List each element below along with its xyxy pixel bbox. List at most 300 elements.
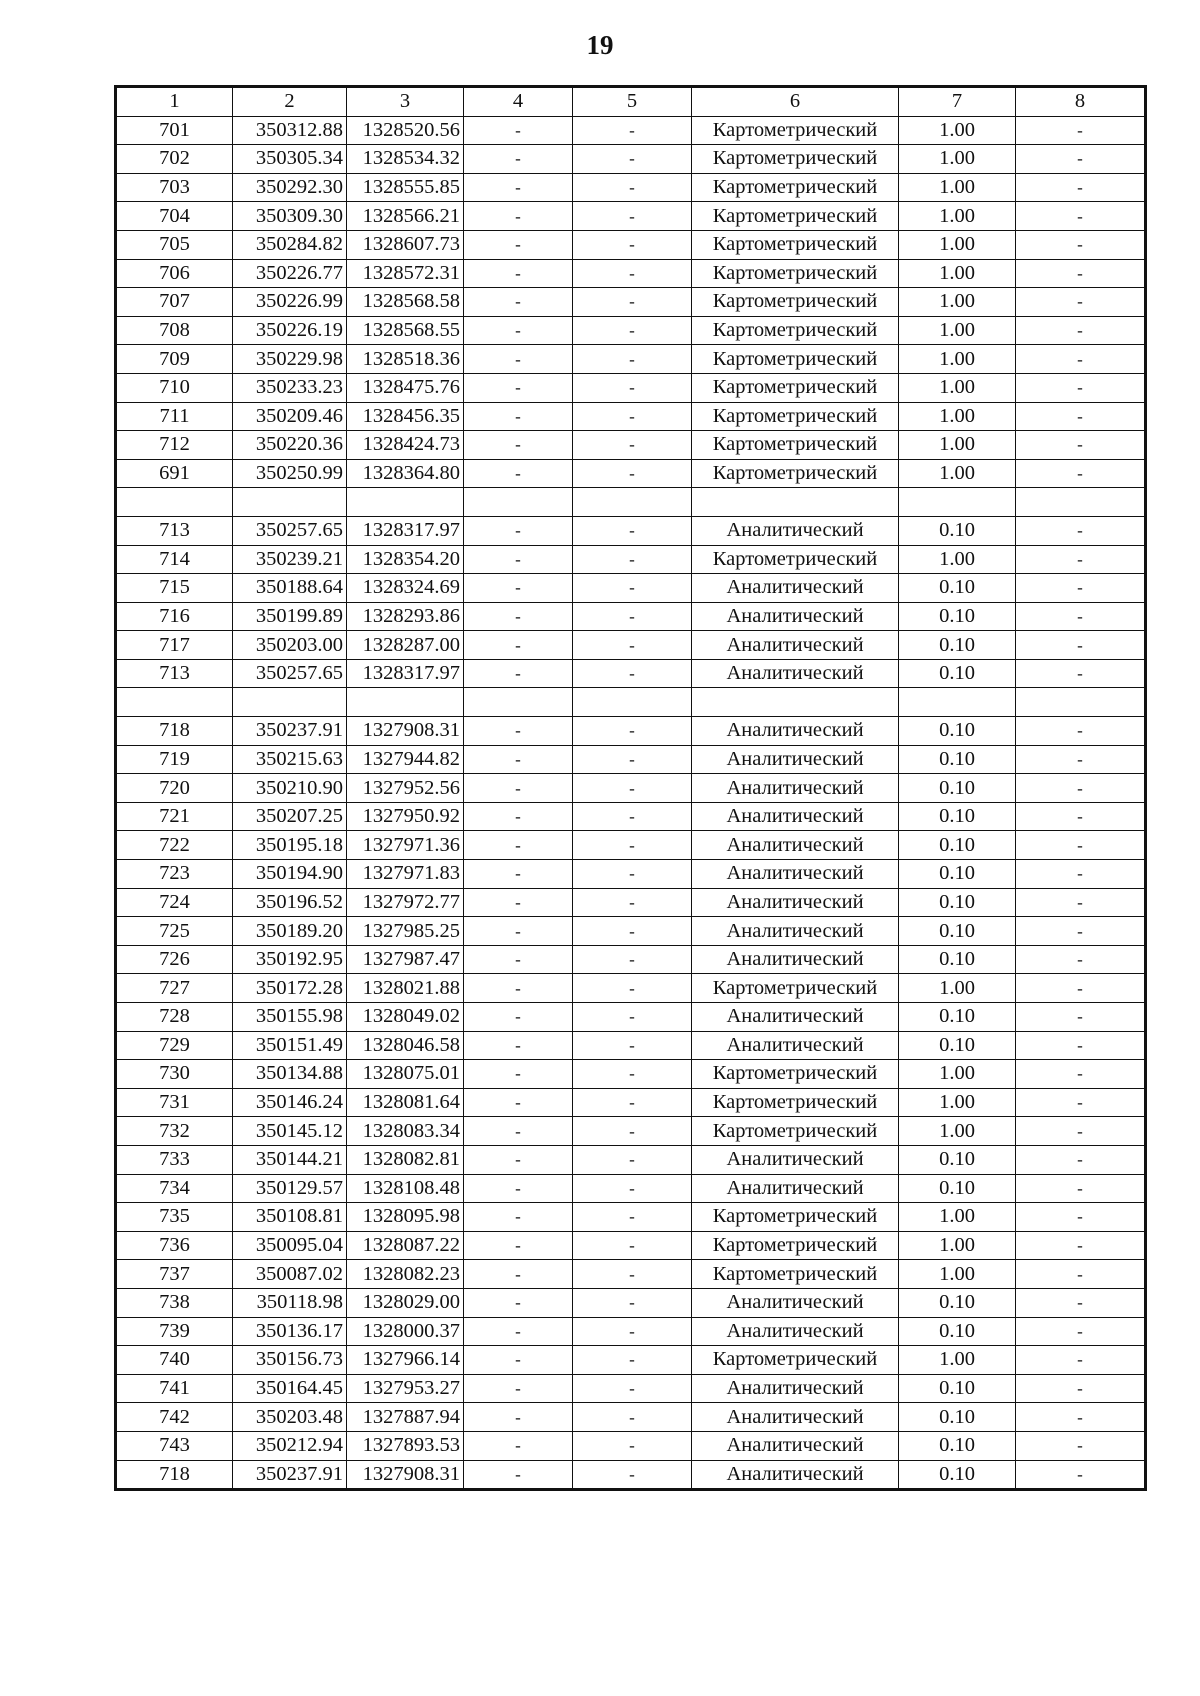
cell-col-8: -	[1016, 945, 1146, 974]
cell-y-coordinate: 1328456.35	[347, 402, 464, 431]
cell-y-coordinate: 1328354.20	[347, 545, 464, 574]
cell-accuracy: 1.00	[899, 545, 1016, 574]
cell-col-8: -	[1016, 516, 1146, 545]
cell-x-coordinate: 350145.12	[233, 1117, 347, 1146]
table-row	[116, 1346, 1146, 1375]
cell-col-8: -	[1016, 717, 1146, 746]
cell-accuracy: 0.10	[899, 888, 1016, 917]
cell-method: Картометрический	[692, 1088, 899, 1117]
cell-col-4: -	[464, 545, 573, 574]
cell-col-5: -	[573, 1403, 692, 1432]
cell-method: Картометрический	[692, 173, 899, 202]
cell-y-coordinate: 1328518.36	[347, 345, 464, 374]
cell-accuracy: 0.10	[899, 745, 1016, 774]
table-row	[116, 974, 1146, 1003]
cell-col-8: -	[1016, 431, 1146, 460]
cell-col-8: -	[1016, 173, 1146, 202]
cell-point-number: 713	[116, 516, 233, 545]
cell-y-coordinate: 1327966.14	[347, 1346, 464, 1375]
cell-method: Картометрический	[692, 202, 899, 231]
table-row	[116, 402, 1146, 431]
cell-col-5: -	[573, 888, 692, 917]
table-row	[116, 431, 1146, 460]
cell-accuracy: 1.00	[899, 116, 1016, 145]
cell-col-8: -	[1016, 1288, 1146, 1317]
table-row	[116, 116, 1146, 145]
cell-accuracy: 1.00	[899, 974, 1016, 1003]
cell-method: Аналитический	[692, 1374, 899, 1403]
cell-col-8: -	[1016, 1060, 1146, 1089]
cell-col-8	[1016, 488, 1146, 517]
cell-x-coordinate: 350284.82	[233, 230, 347, 259]
table-row	[116, 145, 1146, 174]
cell-method: Аналитический	[692, 602, 899, 631]
cell-accuracy: 0.10	[899, 1174, 1016, 1203]
cell-method: Аналитический	[692, 1145, 899, 1174]
cell-x-coordinate: 350129.57	[233, 1174, 347, 1203]
cell-y-coordinate: 1327908.31	[347, 717, 464, 746]
cell-y-coordinate: 1328000.37	[347, 1317, 464, 1346]
cell-method: Картометрический	[692, 1260, 899, 1289]
table-row	[116, 1460, 1146, 1490]
cell-point-number: 724	[116, 888, 233, 917]
cell-point-number	[116, 488, 233, 517]
table-row	[116, 516, 1146, 545]
cell-col-5: -	[573, 402, 692, 431]
cell-point-number: 729	[116, 1031, 233, 1060]
cell-y-coordinate: 1328317.97	[347, 516, 464, 545]
cell-x-coordinate: 350207.25	[233, 802, 347, 831]
cell-x-coordinate: 350212.94	[233, 1431, 347, 1460]
cell-x-coordinate: 350229.98	[233, 345, 347, 374]
cell-method: Картометрический	[692, 288, 899, 317]
cell-col-4: -	[464, 574, 573, 603]
table-row	[116, 631, 1146, 660]
cell-accuracy: 1.00	[899, 316, 1016, 345]
cell-point-number: 717	[116, 631, 233, 660]
cell-point-number: 702	[116, 145, 233, 174]
cell-accuracy: 1.00	[899, 173, 1016, 202]
cell-method: Аналитический	[692, 659, 899, 688]
cell-col-4	[464, 488, 573, 517]
table-row	[116, 373, 1146, 402]
cell-col-5: -	[573, 545, 692, 574]
cell-method: Аналитический	[692, 1174, 899, 1203]
cell-point-number: 723	[116, 860, 233, 889]
cell-accuracy: 0.10	[899, 860, 1016, 889]
cell-col-8: -	[1016, 659, 1146, 688]
cell-col-8: -	[1016, 1174, 1146, 1203]
table-row	[116, 945, 1146, 974]
cell-col-8: -	[1016, 1317, 1146, 1346]
cell-col-8: -	[1016, 1031, 1146, 1060]
cell-col-5: -	[573, 116, 692, 145]
cell-col-5: -	[573, 345, 692, 374]
cell-x-coordinate: 350087.02	[233, 1260, 347, 1289]
cell-accuracy: 0.10	[899, 1031, 1016, 1060]
cell-accuracy: 0.10	[899, 1288, 1016, 1317]
cell-x-coordinate: 350237.91	[233, 1460, 347, 1490]
table-row	[116, 659, 1146, 688]
cell-accuracy	[899, 488, 1016, 517]
cell-x-coordinate: 350215.63	[233, 745, 347, 774]
cell-accuracy: 1.00	[899, 345, 1016, 374]
cell-y-coordinate: 1328424.73	[347, 431, 464, 460]
column-header-7: 7	[899, 87, 1016, 117]
cell-y-coordinate: 1328572.31	[347, 259, 464, 288]
cell-col-8: -	[1016, 774, 1146, 803]
cell-y-coordinate: 1328046.58	[347, 1031, 464, 1060]
cell-col-4: -	[464, 1288, 573, 1317]
table-body	[116, 87, 1146, 1490]
cell-col-4: -	[464, 202, 573, 231]
table-row	[116, 1088, 1146, 1117]
cell-method: Аналитический	[692, 1403, 899, 1432]
cell-col-8: -	[1016, 917, 1146, 946]
cell-x-coordinate: 350195.18	[233, 831, 347, 860]
table-row	[116, 602, 1146, 631]
cell-x-coordinate: 350220.36	[233, 431, 347, 460]
cell-y-coordinate: 1327972.77	[347, 888, 464, 917]
cell-col-5: -	[573, 974, 692, 1003]
cell-y-coordinate: 1328475.76	[347, 373, 464, 402]
table-row	[116, 1145, 1146, 1174]
cell-x-coordinate: 350203.48	[233, 1403, 347, 1432]
cell-y-coordinate: 1327953.27	[347, 1374, 464, 1403]
cell-accuracy: 0.10	[899, 802, 1016, 831]
cell-accuracy: 0.10	[899, 659, 1016, 688]
cell-col-4: -	[464, 1203, 573, 1232]
cell-method: Картометрический	[692, 974, 899, 1003]
cell-point-number: 732	[116, 1117, 233, 1146]
cell-accuracy	[899, 688, 1016, 717]
cell-accuracy: 1.00	[899, 1060, 1016, 1089]
cell-col-8: -	[1016, 402, 1146, 431]
cell-method: Картометрический	[692, 459, 899, 488]
cell-col-8: -	[1016, 1260, 1146, 1289]
cell-accuracy: 0.10	[899, 574, 1016, 603]
cell-point-number: 731	[116, 1088, 233, 1117]
cell-col-5: -	[573, 316, 692, 345]
cell-y-coordinate: 1328021.88	[347, 974, 464, 1003]
cell-point-number: 728	[116, 1003, 233, 1032]
cell-method: Аналитический	[692, 1431, 899, 1460]
cell-method: Картометрический	[692, 116, 899, 145]
cell-method: Картометрический	[692, 145, 899, 174]
cell-col-5: -	[573, 860, 692, 889]
table-row	[116, 316, 1146, 345]
cell-x-coordinate: 350118.98	[233, 1288, 347, 1317]
cell-col-5: -	[573, 1031, 692, 1060]
cell-col-5: -	[573, 1145, 692, 1174]
cell-x-coordinate: 350257.65	[233, 516, 347, 545]
cell-col-4: -	[464, 459, 573, 488]
table-row	[116, 1003, 1146, 1032]
cell-accuracy: 0.10	[899, 1403, 1016, 1432]
cell-col-8: -	[1016, 316, 1146, 345]
table-row	[116, 1260, 1146, 1289]
cell-x-coordinate: 350151.49	[233, 1031, 347, 1060]
cell-col-8: -	[1016, 1346, 1146, 1375]
cell-col-4: -	[464, 1460, 573, 1490]
cell-col-5: -	[573, 516, 692, 545]
cell-col-8: -	[1016, 574, 1146, 603]
cell-method: Картометрический	[692, 259, 899, 288]
cell-accuracy: 0.10	[899, 1374, 1016, 1403]
table-row	[116, 488, 1146, 517]
cell-col-5: -	[573, 1374, 692, 1403]
cell-accuracy: 1.00	[899, 1260, 1016, 1289]
cell-col-5: -	[573, 717, 692, 746]
column-header-3: 3	[347, 87, 464, 117]
cell-col-8: -	[1016, 345, 1146, 374]
page-number: 19	[586, 30, 614, 60]
cell-col-5: -	[573, 602, 692, 631]
cell-point-number	[116, 688, 233, 717]
cell-method: Картометрический	[692, 1117, 899, 1146]
cell-accuracy: 1.00	[899, 145, 1016, 174]
cell-col-8: -	[1016, 459, 1146, 488]
cell-y-coordinate: 1328317.97	[347, 659, 464, 688]
table-row	[116, 1060, 1146, 1089]
cell-method: Картометрический	[692, 402, 899, 431]
cell-accuracy: 1.00	[899, 1203, 1016, 1232]
cell-y-coordinate	[347, 688, 464, 717]
cell-col-5: -	[573, 1317, 692, 1346]
cell-method: Аналитический	[692, 516, 899, 545]
cell-y-coordinate: 1327950.92	[347, 802, 464, 831]
table-row	[116, 860, 1146, 889]
cell-col-5: -	[573, 431, 692, 460]
cell-x-coordinate: 350312.88	[233, 116, 347, 145]
cell-col-4: -	[464, 1431, 573, 1460]
cell-col-5: -	[573, 173, 692, 202]
cell-col-4: -	[464, 1003, 573, 1032]
cell-method	[692, 688, 899, 717]
cell-col-4: -	[464, 116, 573, 145]
table-row	[116, 202, 1146, 231]
cell-col-4: -	[464, 316, 573, 345]
cell-method: Картометрический	[692, 431, 899, 460]
cell-x-coordinate: 350257.65	[233, 659, 347, 688]
cell-y-coordinate: 1328364.80	[347, 459, 464, 488]
cell-accuracy: 1.00	[899, 459, 1016, 488]
cell-col-4: -	[464, 659, 573, 688]
cell-col-5: -	[573, 259, 692, 288]
cell-method: Аналитический	[692, 774, 899, 803]
cell-x-coordinate: 350226.99	[233, 288, 347, 317]
cell-point-number: 714	[116, 545, 233, 574]
table-row	[116, 1288, 1146, 1317]
cell-point-number: 708	[116, 316, 233, 345]
cell-x-coordinate: 350250.99	[233, 459, 347, 488]
table-row	[116, 1174, 1146, 1203]
cell-point-number: 720	[116, 774, 233, 803]
cell-x-coordinate: 350164.45	[233, 1374, 347, 1403]
cell-method: Аналитический	[692, 1460, 899, 1490]
cell-col-5: -	[573, 774, 692, 803]
cell-method: Аналитический	[692, 888, 899, 917]
cell-col-8: -	[1016, 631, 1146, 660]
cell-method: Картометрический	[692, 1346, 899, 1375]
cell-point-number: 707	[116, 288, 233, 317]
cell-col-5: -	[573, 631, 692, 660]
cell-point-number: 691	[116, 459, 233, 488]
cell-col-4: -	[464, 917, 573, 946]
cell-col-4: -	[464, 860, 573, 889]
cell-accuracy: 0.10	[899, 945, 1016, 974]
cell-method: Картометрический	[692, 230, 899, 259]
cell-x-coordinate: 350237.91	[233, 717, 347, 746]
cell-col-4: -	[464, 1403, 573, 1432]
cell-col-4: -	[464, 774, 573, 803]
cell-col-8: -	[1016, 1203, 1146, 1232]
cell-y-coordinate: 1328049.02	[347, 1003, 464, 1032]
cell-col-5: -	[573, 230, 692, 259]
header-row	[116, 87, 1146, 117]
cell-y-coordinate: 1328293.86	[347, 602, 464, 631]
cell-method: Аналитический	[692, 1288, 899, 1317]
cell-x-coordinate: 350134.88	[233, 1060, 347, 1089]
table-row	[116, 288, 1146, 317]
cell-col-4: -	[464, 145, 573, 174]
cell-col-4: -	[464, 945, 573, 974]
cell-col-8: -	[1016, 145, 1146, 174]
cell-y-coordinate: 1328324.69	[347, 574, 464, 603]
cell-x-coordinate: 350194.90	[233, 860, 347, 889]
cell-method: Аналитический	[692, 745, 899, 774]
cell-col-8: -	[1016, 545, 1146, 574]
table-row	[116, 545, 1146, 574]
cell-x-coordinate	[233, 688, 347, 717]
cell-y-coordinate: 1328534.32	[347, 145, 464, 174]
cell-col-5: -	[573, 1288, 692, 1317]
cell-col-8: -	[1016, 1431, 1146, 1460]
cell-col-4: -	[464, 717, 573, 746]
cell-accuracy: 1.00	[899, 1088, 1016, 1117]
cell-y-coordinate: 1328607.73	[347, 230, 464, 259]
cell-col-5	[573, 488, 692, 517]
cell-col-4: -	[464, 373, 573, 402]
cell-col-5: -	[573, 202, 692, 231]
cell-col-4: -	[464, 173, 573, 202]
column-header-4: 4	[464, 87, 573, 117]
cell-method: Аналитический	[692, 631, 899, 660]
cell-x-coordinate: 350199.89	[233, 602, 347, 631]
cell-accuracy: 0.10	[899, 1460, 1016, 1490]
cell-point-number: 711	[116, 402, 233, 431]
cell-y-coordinate: 1328083.34	[347, 1117, 464, 1146]
cell-point-number: 710	[116, 373, 233, 402]
cell-col-5: -	[573, 574, 692, 603]
cell-point-number: 726	[116, 945, 233, 974]
cell-point-number: 705	[116, 230, 233, 259]
cell-method: Картометрический	[692, 373, 899, 402]
cell-y-coordinate: 1327985.25	[347, 917, 464, 946]
cell-accuracy: 0.10	[899, 717, 1016, 746]
cell-col-5: -	[573, 288, 692, 317]
cell-col-5: -	[573, 1003, 692, 1032]
cell-accuracy: 0.10	[899, 516, 1016, 545]
cell-col-5: -	[573, 802, 692, 831]
cell-method: Аналитический	[692, 802, 899, 831]
cell-y-coordinate: 1328287.00	[347, 631, 464, 660]
cell-point-number: 738	[116, 1288, 233, 1317]
cell-method: Аналитический	[692, 1003, 899, 1032]
cell-x-coordinate: 350210.90	[233, 774, 347, 803]
cell-y-coordinate: 1327944.82	[347, 745, 464, 774]
cell-accuracy: 0.10	[899, 1317, 1016, 1346]
cell-col-4: -	[464, 831, 573, 860]
cell-col-8: -	[1016, 1460, 1146, 1490]
column-header-5: 5	[573, 87, 692, 117]
cell-col-8: -	[1016, 1231, 1146, 1260]
cell-col-5: -	[573, 745, 692, 774]
cell-accuracy: 1.00	[899, 402, 1016, 431]
cell-method: Аналитический	[692, 945, 899, 974]
cell-col-4: -	[464, 1346, 573, 1375]
cell-col-4: -	[464, 1374, 573, 1403]
cell-y-coordinate: 1328075.01	[347, 1060, 464, 1089]
cell-col-4: -	[464, 974, 573, 1003]
cell-point-number: 709	[116, 345, 233, 374]
cell-col-8: -	[1016, 888, 1146, 917]
cell-col-5: -	[573, 659, 692, 688]
cell-x-coordinate: 350189.20	[233, 917, 347, 946]
cell-x-coordinate: 350136.17	[233, 1317, 347, 1346]
table-row	[116, 888, 1146, 917]
cell-x-coordinate: 350239.21	[233, 545, 347, 574]
cell-method: Аналитический	[692, 574, 899, 603]
cell-x-coordinate: 350305.34	[233, 145, 347, 174]
cell-accuracy: 0.10	[899, 631, 1016, 660]
cell-col-8: -	[1016, 288, 1146, 317]
coordinates-table	[114, 85, 1147, 1491]
table-row	[116, 917, 1146, 946]
cell-y-coordinate: 1328566.21	[347, 202, 464, 231]
table-row	[116, 774, 1146, 803]
cell-y-coordinate: 1328108.48	[347, 1174, 464, 1203]
cell-col-4: -	[464, 1231, 573, 1260]
table-row	[116, 230, 1146, 259]
table-row	[116, 259, 1146, 288]
cell-method: Картометрический	[692, 345, 899, 374]
cell-y-coordinate: 1327971.83	[347, 860, 464, 889]
cell-col-8: -	[1016, 974, 1146, 1003]
cell-col-8	[1016, 688, 1146, 717]
cell-y-coordinate: 1327987.47	[347, 945, 464, 974]
cell-col-4: -	[464, 602, 573, 631]
cell-col-8: -	[1016, 831, 1146, 860]
cell-col-4: -	[464, 1060, 573, 1089]
cell-x-coordinate: 350292.30	[233, 173, 347, 202]
table-row	[116, 745, 1146, 774]
cell-method: Картометрический	[692, 545, 899, 574]
cell-col-8: -	[1016, 202, 1146, 231]
table-row	[116, 459, 1146, 488]
cell-accuracy: 1.00	[899, 1117, 1016, 1146]
cell-x-coordinate: 350108.81	[233, 1203, 347, 1232]
cell-point-number: 727	[116, 974, 233, 1003]
cell-col-4: -	[464, 259, 573, 288]
cell-col-5: -	[573, 831, 692, 860]
table-row	[116, 1374, 1146, 1403]
cell-col-5: -	[573, 1174, 692, 1203]
cell-point-number: 739	[116, 1317, 233, 1346]
table-row	[116, 173, 1146, 202]
cell-method: Аналитический	[692, 717, 899, 746]
cell-x-coordinate: 350192.95	[233, 945, 347, 974]
